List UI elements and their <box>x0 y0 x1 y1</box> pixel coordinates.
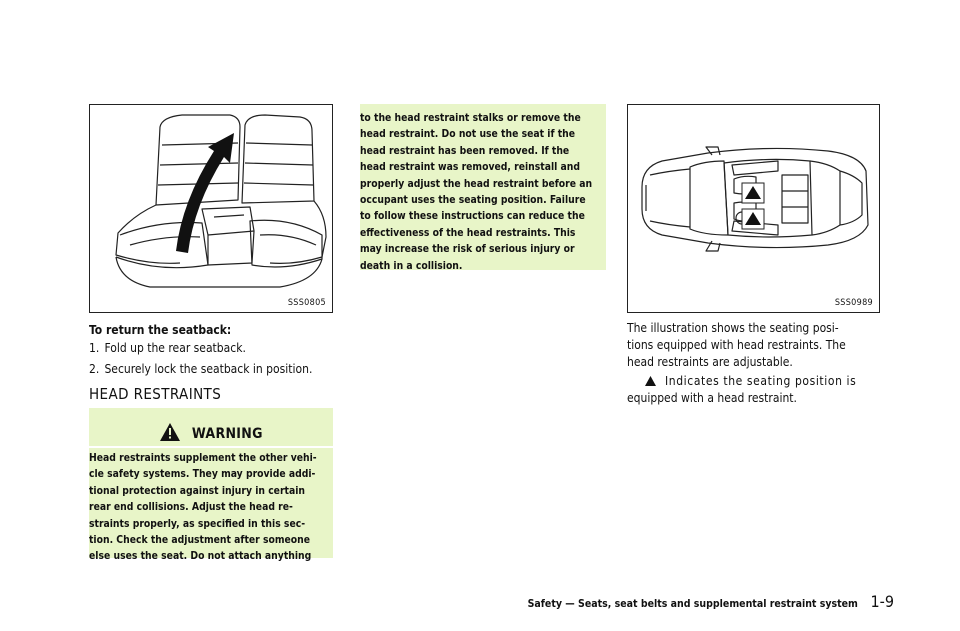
warning-triangle-icon <box>159 422 181 442</box>
seat-figure <box>89 104 333 313</box>
indicator-line <box>627 373 880 390</box>
warning-box-col2 <box>360 104 606 270</box>
description-line: The illustration shows the seating posi- <box>627 321 839 335</box>
warning-text-col1 <box>89 450 333 565</box>
warning-line: head restraint. Do not use the seat if the <box>360 128 576 141</box>
head-restraint-indicator-icon <box>742 209 764 229</box>
warning-title: WARNING <box>191 426 263 442</box>
head-restraint-indicator-icon <box>645 376 656 386</box>
warning-line: to follow these instructions can reduce the <box>360 210 585 223</box>
car-top-view-illustration <box>628 105 879 295</box>
description-line: head restraints are adjustable. <box>627 355 793 369</box>
figure-code: SSS0989 <box>834 298 873 308</box>
warning-line: head restraint has been removed. If the <box>360 144 570 157</box>
warning-line: occupant uses the seating position. Failure <box>360 194 586 207</box>
step-item <box>89 340 339 357</box>
step-number: 1. <box>89 341 100 355</box>
procedure-heading: To return the seatback: <box>89 323 232 337</box>
illustration-description <box>627 320 880 407</box>
warning-divider <box>89 446 333 448</box>
page-footer <box>528 592 894 611</box>
warning-line: effectiveness of the head restraints. This <box>360 226 576 239</box>
warning-line: cle safety systems. They may provide addi- <box>89 468 316 481</box>
figure-code: SSS0805 <box>287 298 326 308</box>
description-line: equipped with a head restraint. <box>627 391 797 405</box>
step-text: Securely lock the seatback in position. <box>104 362 313 376</box>
footer-section-title: Safety — Seats, seat belts and supplemental restraint system <box>527 598 858 610</box>
rear-seat-illustration <box>90 105 332 295</box>
page-number: 1-9 <box>870 592 894 611</box>
warning-line: rear end collisions. Adjust the head re- <box>89 501 293 514</box>
step-item <box>89 361 339 378</box>
warning-line: to the head restraint stalks or remove the <box>360 112 581 124</box>
warning-line: straints properly, as specified in this sec- <box>89 517 306 530</box>
warning-line: tion. Check the adjustment after someone <box>89 534 311 547</box>
warning-line: else uses the seat. Do not attach anything <box>89 550 312 563</box>
step-number: 2. <box>89 362 100 376</box>
warning-line: may increase the risk of serious injury or <box>360 243 575 256</box>
warning-line: properly adjust the head restraint before an <box>360 177 593 190</box>
warning-header <box>89 422 333 442</box>
description-line: tions equipped with head restraints. The <box>627 338 846 352</box>
procedure-steps <box>89 340 339 378</box>
head-restraint-indicator-icon <box>742 183 764 203</box>
warning-line: death in a collision. <box>360 259 463 272</box>
step-text: Fold up the rear seatback. <box>104 341 246 355</box>
indicator-text: Indicates the seating position is <box>665 374 857 388</box>
warning-line: Head restraints supplement the other vehi- <box>89 452 317 464</box>
car-figure <box>627 104 880 313</box>
warning-box-col1 <box>89 408 333 563</box>
section-title: HEAD RESTRAINTS <box>89 385 222 403</box>
warning-text-col2 <box>360 110 606 274</box>
warning-line: head restraint was removed, reinstall and <box>360 161 581 174</box>
warning-line: tional protection against injury in certain <box>89 484 305 497</box>
